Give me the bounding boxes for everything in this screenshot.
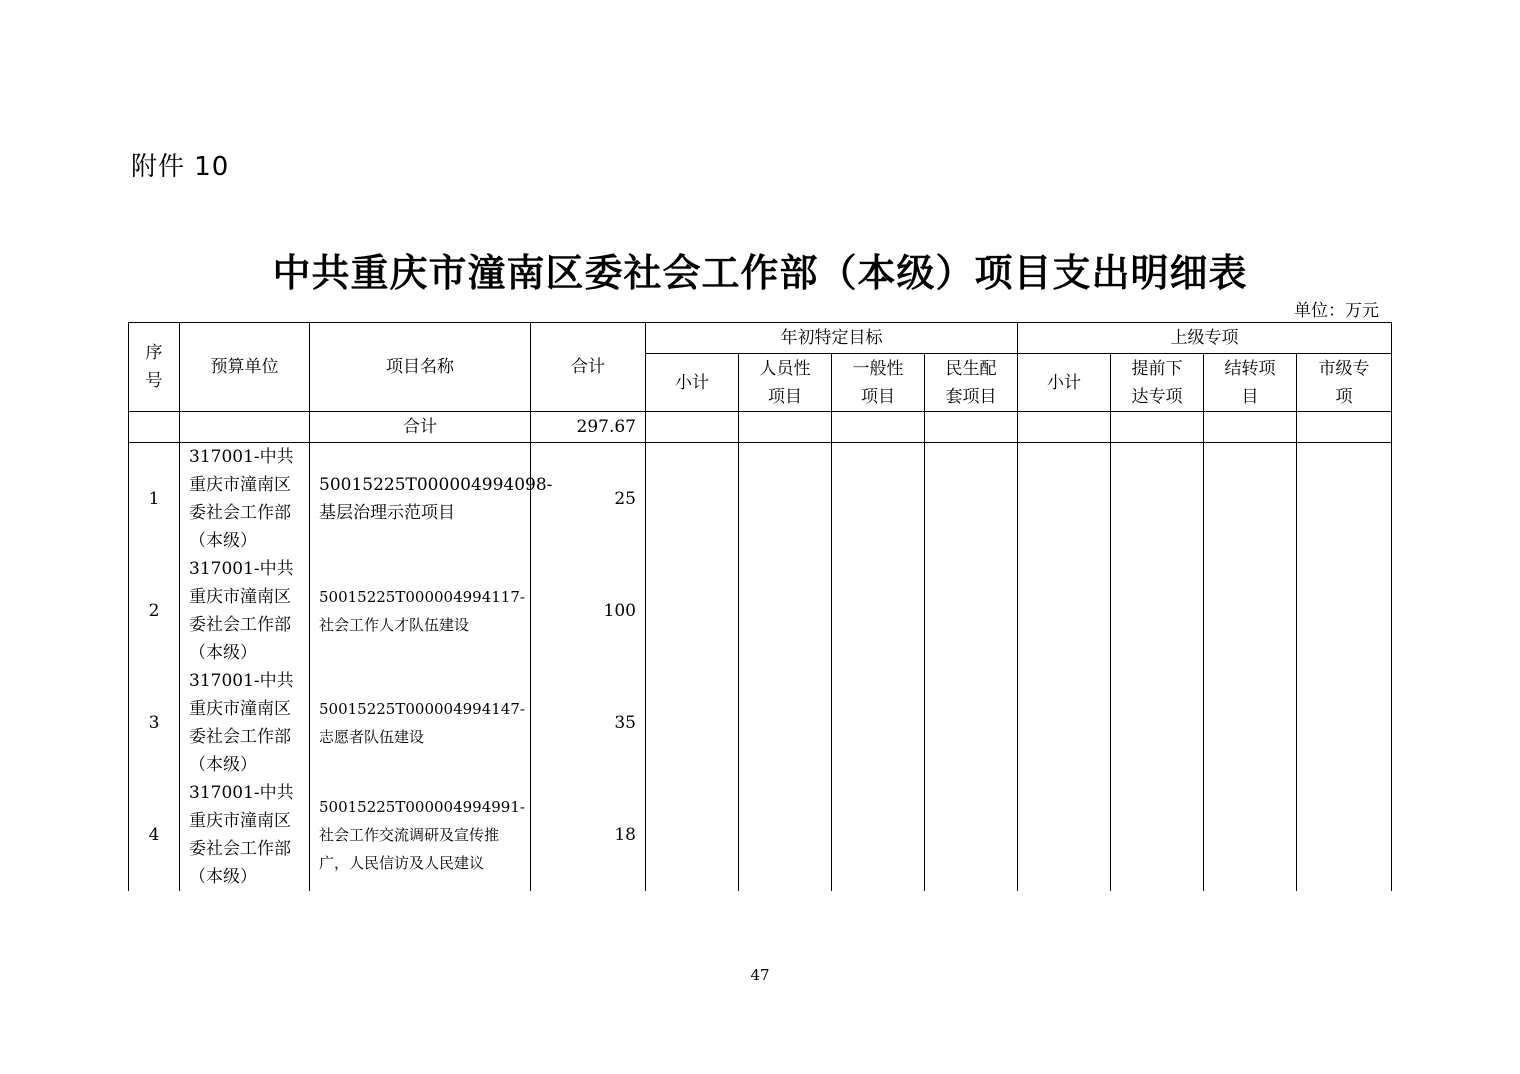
header-advance: 提前下达专项 xyxy=(1111,354,1204,412)
unit-note: 单位：万元 xyxy=(1294,301,1379,321)
header-general: 一般性项目 xyxy=(832,354,925,412)
row-amount: 35 xyxy=(531,667,646,779)
header-group-superior: 上级专项 xyxy=(1018,323,1392,354)
header-superior-subtotal: 小计 xyxy=(1018,354,1111,412)
attachment-label: 附件 10 xyxy=(131,152,230,182)
header-livelihood: 民生配套项目 xyxy=(925,354,1018,412)
page-title: 中共重庆市潼南区委社会工作部（本级）项目支出明细表 xyxy=(272,251,1248,295)
row-amount: 18 xyxy=(531,779,646,891)
row-amount: 25 xyxy=(531,443,646,556)
header-group-initial: 年初特定目标 xyxy=(646,323,1018,354)
header-municipal: 市级专项 xyxy=(1297,354,1392,412)
total-row xyxy=(129,412,1392,443)
header-budget-unit: 预算单位 xyxy=(180,323,310,412)
row-budget-unit: 317001-中共重庆市潼南区委社会工作部（本级） xyxy=(180,779,310,891)
row-seq: 1 xyxy=(129,443,180,556)
header-total: 合计 xyxy=(531,323,646,412)
row-project-name: 50015225T000004994147-志愿者队伍建设 xyxy=(310,667,531,779)
row-project-name: 50015225T000004994991-社会工作交流调研及宣传推广，人民信访及人民建议 xyxy=(310,779,531,891)
header-personnel: 人员性项目 xyxy=(739,354,832,412)
header-seq: 序号 xyxy=(129,323,180,412)
header-project-name: 项目名称 xyxy=(310,323,531,412)
header-carryover: 结转项目 xyxy=(1204,354,1297,412)
row-budget-unit: 317001-中共重庆市潼南区委社会工作部（本级） xyxy=(180,555,310,667)
table-row xyxy=(129,443,1392,556)
project-expenditure-table xyxy=(128,322,1392,891)
page-number: 47 xyxy=(750,966,770,984)
row-project-name: 50015225T000004994098-基层治理示范项目 xyxy=(310,443,531,556)
table-row xyxy=(129,667,1392,779)
row-amount: 100 xyxy=(531,555,646,667)
total-amount: 297.67 xyxy=(531,412,646,443)
row-seq: 2 xyxy=(129,555,180,667)
row-project-name: 50015225T000004994117-社会工作人才队伍建设 xyxy=(310,555,531,667)
header-initial-subtotal: 小计 xyxy=(646,354,739,412)
table-row xyxy=(129,779,1392,891)
table-row xyxy=(129,555,1392,667)
row-budget-unit: 317001-中共重庆市潼南区委社会工作部（本级） xyxy=(180,443,310,556)
total-label: 合计 xyxy=(310,412,531,443)
row-budget-unit: 317001-中共重庆市潼南区委社会工作部（本级） xyxy=(180,667,310,779)
row-seq: 4 xyxy=(129,779,180,891)
row-seq: 3 xyxy=(129,667,180,779)
